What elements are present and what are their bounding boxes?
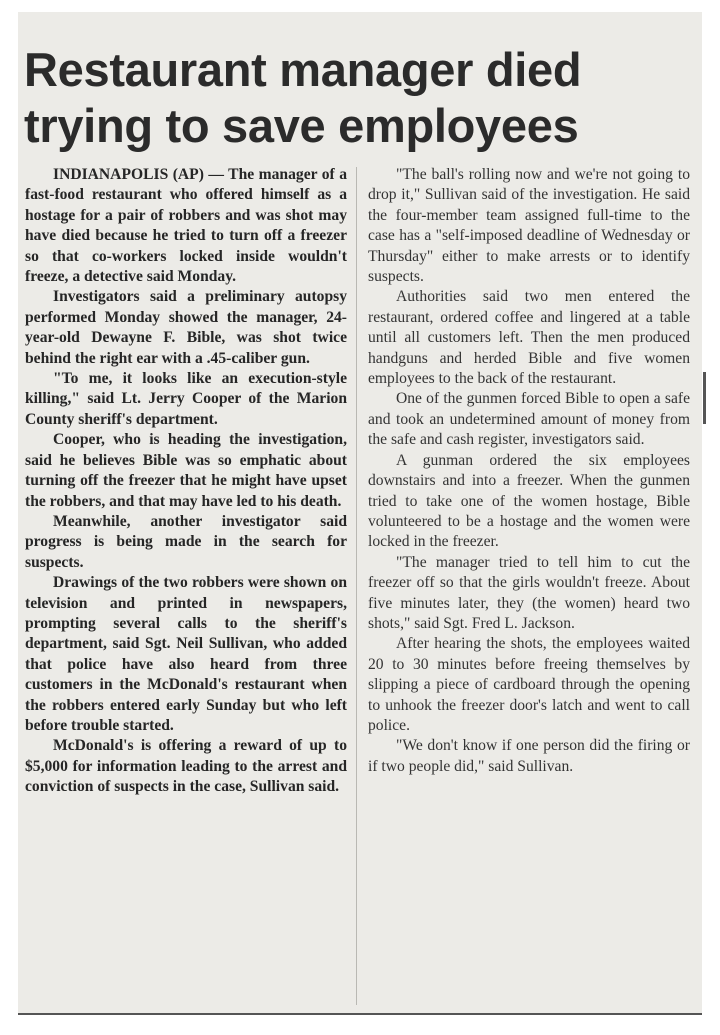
paragraph: INDIANAPOLIS (AP) — The manager of a fast-food restaurant who offered himself as a hostage for a pair of robbers and was shot may have died because he tried to turn off a freezer so that co-workers locked inside wouldn't freeze, a detective said Monday. [25,166,347,286]
paragraph: Meanwhile, another investigator said progress is being made in the search for suspects. [25,512,347,571]
headline: Restaurant manager died trying to save employees [24,43,582,152]
paragraph: "We don't know if one person did the firing or if two people did," said Sullivan. [368,737,690,775]
paragraph: Cooper, who is heading the investigation, said he believes Bible was so emphatic about turning off the freezer that he might have upset the robbers, and that may have led to his death. [25,431,347,510]
article-column-right [368,165,690,1011]
paragraph: Drawings of the two robbers were shown on television and printed in newspapers, prompting several calls to the sheriff's department, said Sgt. Neil Sullivan, who added that police have also heard from three customers in the McDonald's restaurant when the robbers entered early Sunday but who left before trouble started. [25,574,347,734]
newspaper-clipping [18,12,702,1015]
paragraph: "The ball's rolling now and we're not going to drop it," Sullivan said of the investigation. He said the four-member team assigned full-time to the case has a "self-imposed deadline of Wednesday or Thursday" either to make arrests or to identify suspects. [368,166,690,286]
paragraph: McDonald's is offering a reward of up to $5,000 for information leading to the arrest and conviction of suspects in the case, Sullivan said. [25,737,347,796]
column-divider [356,167,357,1005]
article-column-left [25,165,347,1011]
paragraph: "The manager tried to tell him to cut the freezer off so that the girls wouldn't freeze. About five minutes later, they (the women) heard two shots," said Sgt. Fred L. Jackson. [368,553,690,632]
paragraph: One of the gunmen forced Bible to open a safe and took an undetermined amount of money from the safe and cash register, investigators said. [368,390,690,449]
paragraph: "To me, it looks like an execution-style killing," said Lt. Jerry Cooper of the Marion County sheriff's department. [25,370,347,428]
paragraph: Authorities said two men entered the restaurant, ordered coffee and lingered at a table until all customers left. Then the men produced handguns and herded Bible and five women employees to the back of the restaurant. [368,288,690,388]
paragraph: A gunman ordered the six employees downstairs and into a freezer. When the gunmen tried to take one of the women hostage, Bible volunteered to be a hostage and the women were locked in the freezer. [368,451,690,551]
page-edge-mark [703,372,706,424]
paragraph: After hearing the shots, the employees waited 20 to 30 minutes before freeing themselves by slipping a piece of cardboard through the opening to unhook the freezer door's latch and went to call police. [368,635,690,734]
paragraph: Investigators said a preliminary autopsy performed Monday showed the manager, 24-year-old Dewayne F. Bible, was shot twice behind the right ear with a .45-caliber gun. [25,288,347,367]
